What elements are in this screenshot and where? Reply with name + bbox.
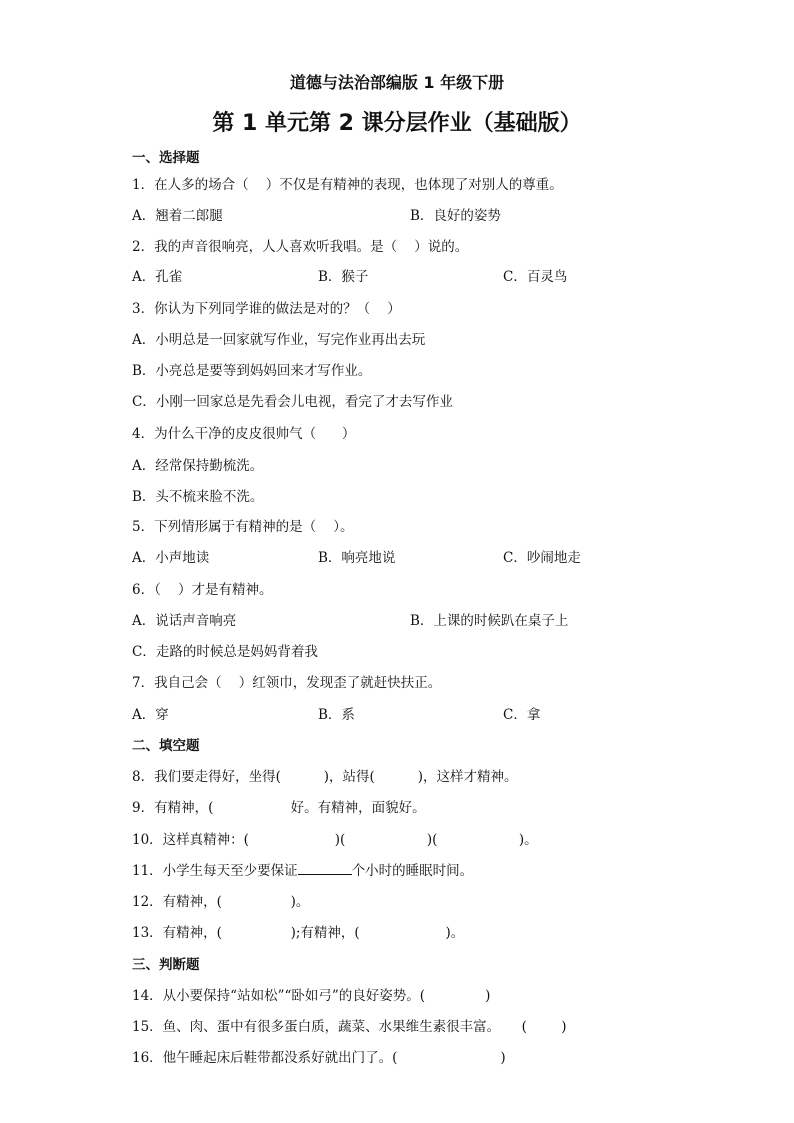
question-16: 16．他午睡起床后鞋带都没系好就出门了。( ) xyxy=(132,1050,506,1066)
q4-option-a: A．经常保持勤梳洗。 xyxy=(132,458,264,474)
q2-option-c: C．百灵鸟 xyxy=(503,269,568,285)
q7-option-a: A．穿 xyxy=(132,707,169,723)
q6-option-c: C．走路的时候总是妈妈背着我 xyxy=(132,644,318,660)
worksheet-title: 道德与法治部编版 1 年级下册 xyxy=(289,73,505,92)
section-heading-fill: 二、填空题 xyxy=(132,738,200,754)
q6-option-b: B．上课的时候趴在桌子上 xyxy=(410,613,569,629)
section-heading-choice: 一、选择题 xyxy=(132,150,200,166)
question-3: 3．你认为下列同学谁的做法是对的？（ ） xyxy=(132,301,401,317)
q11-blank xyxy=(298,862,352,875)
question-5: 5．下列情形属于有精神的是（ ）。 xyxy=(132,519,354,535)
q11-text-after: 个小时的睡眠时间。 xyxy=(351,863,474,879)
q3-option-a: A．小明总是一回家就写作业，写完作业再出去玩 xyxy=(132,332,426,348)
q5-option-c: C．吵闹地走 xyxy=(503,550,581,566)
q1-option-a: A．翘着二郎腿 xyxy=(132,208,223,224)
question-2: 2．我的声音很响亮，人人喜欢听我唱。是（ ）说的。 xyxy=(132,239,469,255)
q6-option-a: A．说话声音响亮 xyxy=(132,613,237,629)
question-8: 8．我们要走得好，坐得( )，站得( )，这样才精神。 xyxy=(132,769,518,785)
worksheet-subtitle: 第 1 单元第 2 课分层作业（基础版） xyxy=(212,111,582,136)
question-10: 10．这样真精神：( )( )( )。 xyxy=(132,832,538,848)
q2-option-a: A．孔雀 xyxy=(132,269,183,285)
q5-option-a: A．小声地读 xyxy=(132,550,210,566)
q5-option-b: B．响亮地说 xyxy=(318,550,396,566)
question-14: 14．从小要保持“站如松”“卧如弓”的良好姿势。( ) xyxy=(132,988,491,1004)
question-12: 12．有精神，( )。 xyxy=(132,894,310,910)
q7-option-b: B．系 xyxy=(318,707,355,723)
q11-text-before: 11．小学生每天至少要保证 xyxy=(132,863,298,879)
q4-option-b: B．头不梳来脸不洗。 xyxy=(132,489,264,505)
q2-option-b: B．猴子 xyxy=(318,269,369,285)
q3-option-c: C．小刚一回家总是先看会儿电视，看完了才去写作业 xyxy=(132,394,453,410)
q7-option-c: C．拿 xyxy=(503,707,541,723)
question-15: 15．鱼、肉、蛋中有很多蛋白质，蔬菜、水果维生素很丰富。 ( ) xyxy=(132,1019,567,1035)
question-1: 1．在人多的场合（ ）不仅是有精神的表现，也体现了对别人的尊重。 xyxy=(132,177,563,193)
section-heading-judge: 三、判断题 xyxy=(132,957,200,973)
question-6: 6．（ ）才是有精神。 xyxy=(132,582,273,598)
q1-option-b: B．良好的姿势 xyxy=(410,208,501,224)
q3-option-b: B．小亮总是要等到妈妈回来才写作业。 xyxy=(132,363,372,379)
question-9: 9．有精神，( 好。有精神，面貌好。 xyxy=(132,800,426,816)
question-13: 13．有精神，( );有精神，( )。 xyxy=(132,925,465,941)
question-7: 7．我自己会（ ）红领巾，发现歪了就赶快扶正。 xyxy=(132,675,442,691)
question-11 xyxy=(132,859,473,879)
question-4: 4．为什么干净的皮皮很帅气（ ） xyxy=(132,426,356,442)
